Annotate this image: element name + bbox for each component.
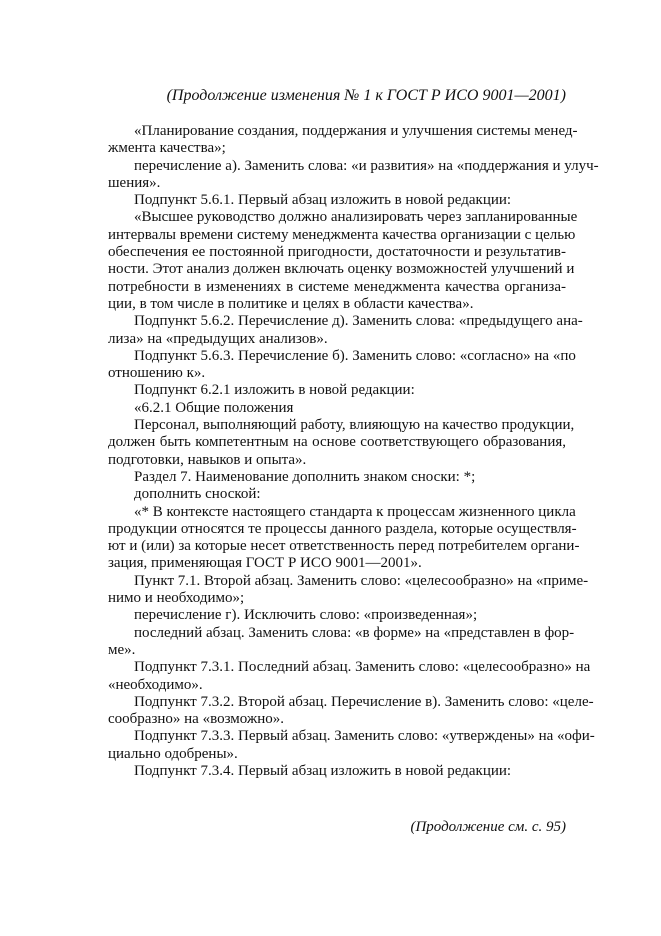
text-line: «Планирование создания, поддержания и улучшения системы менед- bbox=[134, 123, 578, 139]
text-line: Подпункт 7.3.2. Второй абзац. Перечисление в). Заменить слово: «целе- bbox=[134, 693, 594, 710]
text-line: циально одобрены». bbox=[108, 745, 238, 762]
text-line: перечисление а). Заменить слова: «и развития» на «поддержания и улуч- bbox=[134, 157, 599, 174]
text-line: Персонал, выполняющий работу, влияющую на качество продукции, bbox=[134, 417, 575, 434]
text-line: «* В контексте настоящего стандарта к процессам жизненного цикла bbox=[134, 503, 576, 520]
text-line: перечисление г). Исключить слово: «произведенная»; bbox=[134, 607, 478, 624]
text-line: Подпункт 5.6.1. Первый абзац изложить в новой редакции: bbox=[134, 192, 512, 209]
text-line: «необходимо». bbox=[108, 676, 203, 693]
text-line: Подпункт 5.6.2. Перечисление д). Заменить слова: «предыдущего ана- bbox=[134, 313, 583, 330]
text-line: ют и (или) за которые несет ответственность перед потребителем органи- bbox=[108, 538, 580, 555]
text-line: потребности в изменениях в системе менеджмента качества организа- bbox=[108, 278, 566, 295]
text-line: Подпункт 5.6.3. Перечисление б). Заменить слово: «согласно» на «по bbox=[134, 347, 576, 364]
text-line: Подпункт 7.3.4. Первый абзац изложить в новой редакции: bbox=[134, 762, 512, 779]
text-line: последний абзац. Заменить слова: «в форме» на «представлен в фор- bbox=[134, 624, 575, 641]
text-line: «Высшее руководство должно анализировать через запланированные bbox=[134, 209, 578, 226]
document-page bbox=[108, 0, 599, 836]
text-line: продукции относятся те процессы данного раздела, которые осуществля- bbox=[108, 520, 577, 537]
text-line: нимо и необходимо»; bbox=[108, 590, 245, 607]
text-line: ме». bbox=[108, 641, 136, 658]
text-line: зация, применяющая ГОСТ Р ИСО 9001—2001». bbox=[108, 555, 422, 572]
text-line: подготовки, навыков и опыта». bbox=[108, 451, 307, 468]
text-line: Подпункт 7.3.3. Первый абзац. Заменить слово: «утверждены» на «офи- bbox=[134, 728, 595, 745]
text-line: «6.2.1 Общие положения bbox=[134, 399, 294, 416]
text-line: жмента качества»; bbox=[108, 140, 226, 157]
text-line: Подпункт 7.3.1. Последний абзац. Заменить слово: «целесообразно» на bbox=[134, 659, 591, 676]
text-line: Пункт 7.1. Второй абзац. Заменить слово: «целесообразно» на «приме- bbox=[134, 572, 589, 589]
text-line: обеспечения ее постоянной пригодности, достаточности и результатив- bbox=[108, 244, 566, 261]
continuation-footer: (Продолжение см. с. 95) bbox=[410, 819, 566, 836]
text-line: отношению к». bbox=[108, 365, 206, 382]
text-line: лиза» на «предыдущих анализов». bbox=[108, 330, 328, 347]
text-line: шения». bbox=[108, 174, 161, 191]
text-line: сообразно» на «возможно». bbox=[108, 711, 285, 728]
running-header: (Продолжение изменения № 1 к ГОСТ Р ИСО 9001—2001) bbox=[166, 87, 566, 104]
text-line: ности. Этот анализ должен включать оценку возможностей улучшений и bbox=[108, 261, 575, 278]
text-line: Раздел 7. Наименование дополнить знаком сноски: *; bbox=[134, 468, 476, 485]
text-line: должен быть компетентным на основе соответствующего образования, bbox=[108, 434, 566, 451]
text-line: Подпункт 6.2.1 изложить в новой редакции: bbox=[134, 382, 415, 399]
text-line: интервалы времени систему менеджмента качества организации с целью bbox=[108, 226, 576, 243]
document-body bbox=[108, 123, 599, 780]
text-line: дополнить сноской: bbox=[134, 486, 261, 503]
text-line: ции, в том числе в политике и целях в области качества». bbox=[108, 295, 474, 312]
